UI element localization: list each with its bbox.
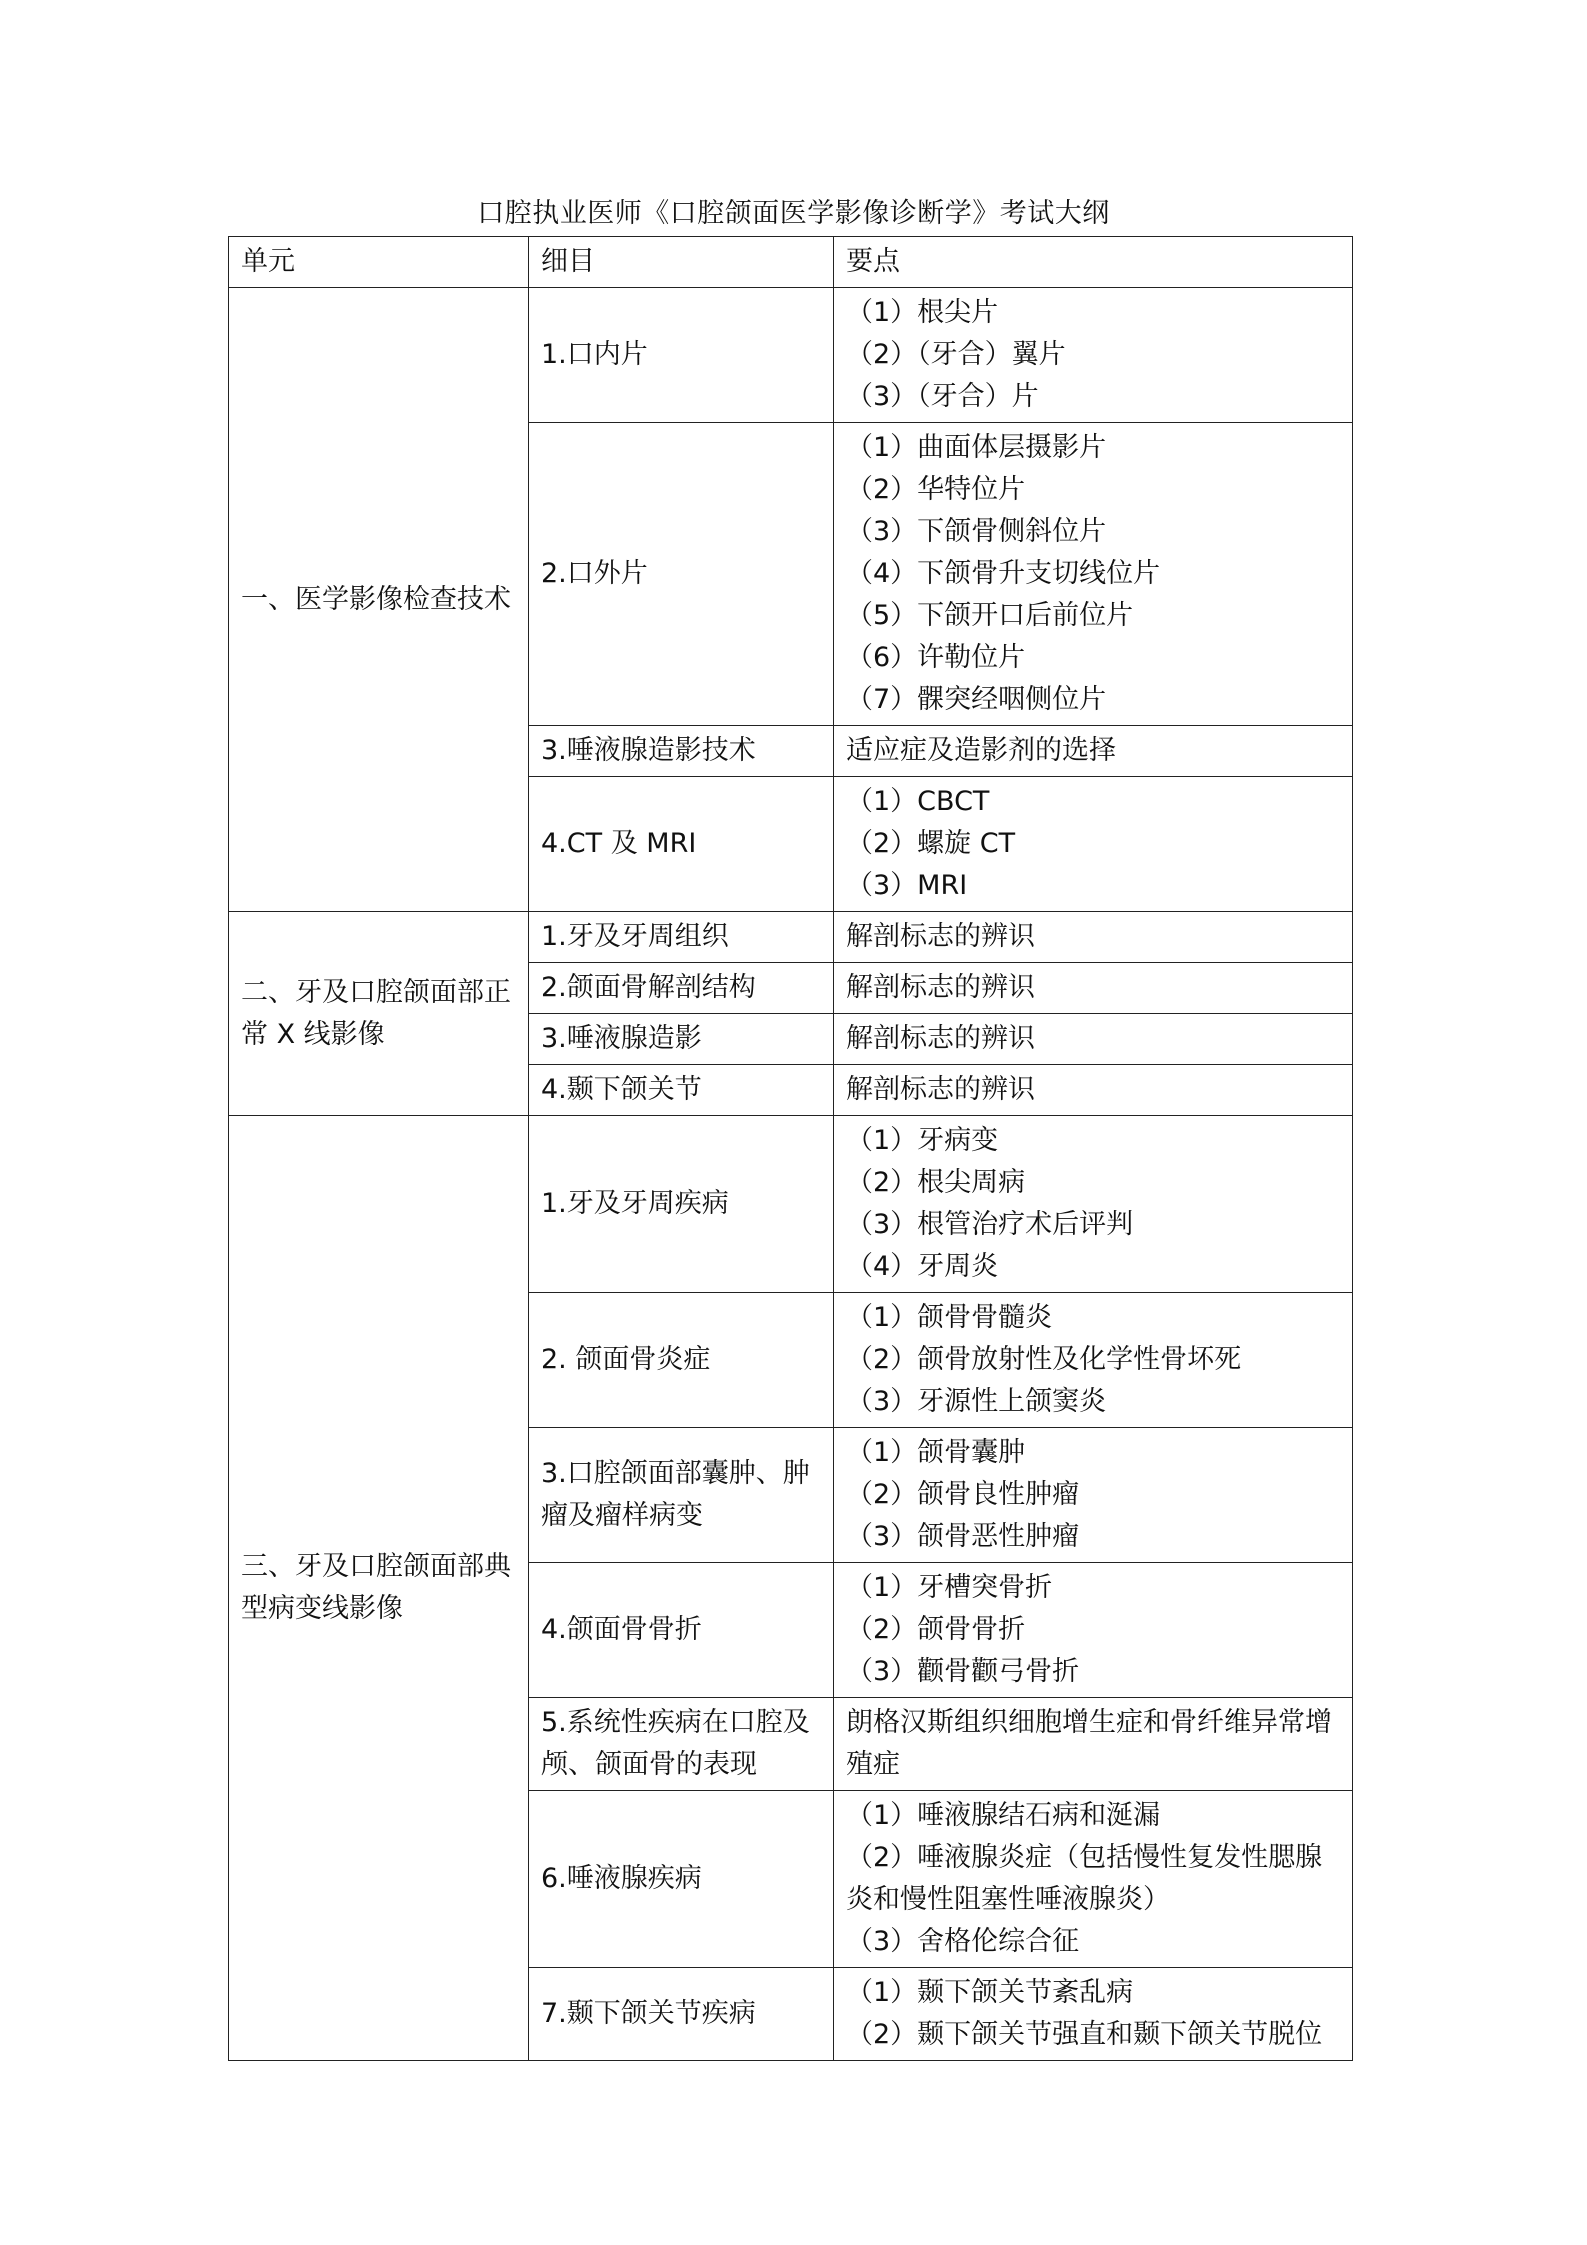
point-item: （4）牙周炎 [846,1251,999,1282]
item-cell: 4.CT 及 MRI [529,777,834,912]
points-cell [834,1014,1353,1065]
points-cell [834,423,1353,726]
point-item: （3）根管治疗术后评判 [846,1209,1134,1240]
points-cell [834,777,1353,912]
point-item: （1）曲面体层摄影片 [846,432,1107,463]
item-cell: 5.系统性疾病在口腔及颅、颌面骨的表现 [529,1698,834,1791]
item-cell: 1.口内片 [529,288,834,423]
point-item: （2）颌骨放射性及化学性骨坏死 [846,1344,1242,1375]
unit-cell: 三、牙及口腔颌面部典型病变线影像 [229,1116,529,2061]
point-item: （2）华特位片 [846,474,1026,505]
point-item: （1）CBCT [846,786,990,817]
table-row [229,288,1353,423]
points-cell [834,1791,1353,1968]
point-item: （3）颌骨恶性肿瘤 [846,1521,1080,1552]
point-item: （2）唾液腺炎症（包括慢性复发性腮腺炎和慢性阻塞性唾液腺炎） [846,1842,1323,1915]
item-cell: 2. 颌面骨炎症 [529,1293,834,1428]
points-cell [834,1968,1353,2061]
table-row [229,912,1353,963]
header-points: 要点 [834,237,1353,288]
item-cell: 2.口外片 [529,423,834,726]
point-item: （3）MRI [846,870,968,901]
point-item: （3）（牙合）片 [846,381,1039,412]
point-item: （2）颌骨骨折 [846,1614,1026,1645]
point-item: （1）牙病变 [846,1125,999,1156]
point-item: （1）唾液腺结石病和涎漏 [846,1800,1161,1831]
header-item: 细目 [529,237,834,288]
points-cell [834,1293,1353,1428]
item-cell: 6.唾液腺疾病 [529,1791,834,1968]
point-item: （6）许勒位片 [846,642,1026,673]
document-title: 口腔执业医师《口腔颌面医学影像诊断学》考试大纲 [477,198,1110,229]
point-item: （1）颌骨骨髓炎 [846,1302,1053,1333]
point-item: （1）颞下颌关节紊乱病 [846,1977,1134,2008]
point-item: （7）髁突经咽侧位片 [846,684,1107,715]
point-item: 解剖标志的辨识 [846,1074,1035,1105]
points-cell [834,288,1353,423]
points-cell [834,1116,1353,1293]
item-cell: 2.颌面骨解剖结构 [529,963,834,1014]
item-cell: 3.口腔颌面部囊肿、肿瘤及瘤样病变 [529,1428,834,1563]
points-cell [834,963,1353,1014]
point-item: （3）颧骨颧弓骨折 [846,1656,1080,1687]
item-cell: 7.颞下颌关节疾病 [529,1968,834,2061]
point-item: （3）舍格伦综合征 [846,1926,1080,1957]
item-cell: 4.颌面骨骨折 [529,1563,834,1698]
points-cell [834,1563,1353,1698]
point-item: （1）牙槽突骨折 [846,1572,1053,1603]
points-cell [834,912,1353,963]
item-cell: 3.唾液腺造影 [529,1014,834,1065]
point-item: （2）颌骨良性肿瘤 [846,1479,1080,1510]
unit-cell: 二、牙及口腔颌面部正常 X 线影像 [229,912,529,1116]
point-item: 解剖标志的辨识 [846,921,1035,952]
point-item: （4）下颌骨升支切线位片 [846,558,1161,589]
item-cell: 4.颞下颌关节 [529,1065,834,1116]
point-item: （3）下颌骨侧斜位片 [846,516,1107,547]
point-item: （1）颌骨囊肿 [846,1437,1026,1468]
point-item: （2）（牙合）翼片 [846,339,1066,370]
point-item: 朗格汉斯组织细胞增生症和骨纤维异常增殖症 [846,1707,1332,1780]
points-cell [834,1428,1353,1563]
item-cell: 3.唾液腺造影技术 [529,726,834,777]
point-item: 解剖标志的辨识 [846,1023,1035,1054]
point-item: （5）下颌开口后前位片 [846,600,1134,631]
point-item: 解剖标志的辨识 [846,972,1035,1003]
point-item: （3）牙源性上颌窦炎 [846,1386,1107,1417]
points-cell [834,1698,1353,1791]
point-item: （2）螺旋 CT [846,828,1016,859]
point-item: 适应症及造影剂的选择 [846,735,1116,766]
item-cell: 1.牙及牙周组织 [529,912,834,963]
point-item: （2）颞下颌关节强直和颞下颌关节脱位 [846,2019,1323,2050]
syllabus-table [228,236,1353,2061]
header-unit: 单元 [229,237,529,288]
unit-cell: 一、医学影像检查技术 [229,288,529,912]
points-cell [834,726,1353,777]
table-row [229,1116,1353,1293]
points-cell [834,1065,1353,1116]
header-row [229,237,1353,288]
item-cell: 1.牙及牙周疾病 [529,1116,834,1293]
point-item: （2）根尖周病 [846,1167,1026,1198]
point-item: （1）根尖片 [846,297,999,328]
